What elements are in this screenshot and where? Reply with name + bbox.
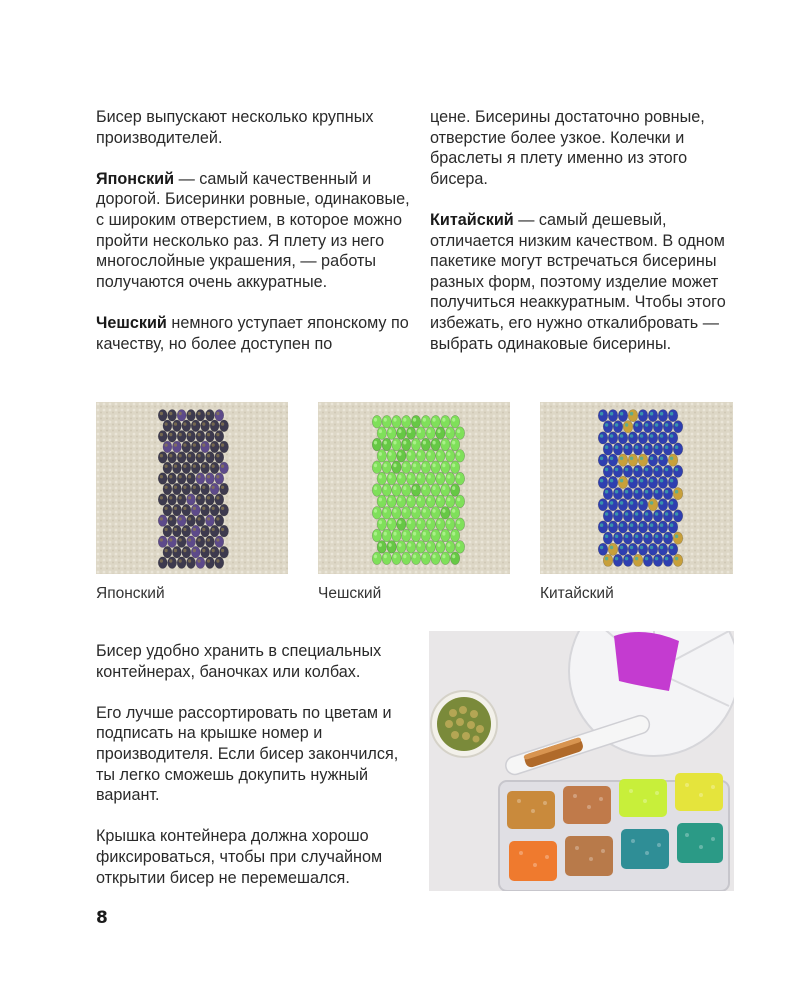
page-number: 8 [96,908,108,928]
japanese-beads-swatch [96,402,288,574]
chinese-beads-swatch [540,402,733,574]
japanese-beads-photo [96,402,288,574]
czech-description: немного уступает японскому по качеству, но более доступен по [96,313,409,353]
caption-czech: Чешский [318,585,382,602]
text-column-right [430,107,745,354]
japanese-term: Японский [96,169,175,188]
storage-paragraph: Бисер удобно хранить в специальных контейнерах, баночках или колбах. [96,642,382,681]
chinese-paragraph [430,210,745,354]
caption-japanese: Японский [96,585,165,602]
chinese-beads-photo [540,402,733,574]
czech-paragraph [96,313,411,354]
bead-containers-illustration [429,631,734,891]
caption-chinese: Китайский [540,585,614,602]
japanese-paragraph [96,169,411,293]
text-column-left [96,107,411,354]
text-column-lower [96,641,416,888]
chinese-description: — самый дешевый, отличается низким качеством. В одном пакетике могут встречаться бисерины разных форм, поэтому изделие может получиться неаккуратным. Чтобы этого избежать, его нужно откалибровать — выбрать одинаковые бисерины. [430,210,726,353]
czech-continuation: цене. Бисерины достаточно ровные, отверстие более узкое. Колечки и браслеты я плету именно из этого бисера. [430,108,705,188]
sorting-boxes [499,773,729,891]
japanese-description: — самый качественный и дорогой. Бисеринки ровные, одинаковые, с широким отверстием, в которое можно пройти несколько раз. Я плету из него многослойные украшения, — работы получаются очень аккуратные. [96,169,410,291]
pink-beads-compartment [614,632,679,691]
czech-beads-swatch [318,402,510,574]
chinese-term: Китайский [430,210,514,229]
bead-storage-photo [429,631,734,891]
czech-term: Чешский [96,313,167,332]
lid-paragraph: Крышка контейнера должна хорошо фиксироваться, чтобы при случайном открытии бисер не перемешался. [96,827,383,887]
sorting-paragraph: Его лучше рассортировать по цветам и подписать на крышке номер и производителя. Если бисер закончился, ты легко сможешь докупить нужный вариант. [96,703,399,805]
czech-beads-photo [318,402,510,574]
intro-paragraph: Бисер выпускают несколько крупных производителей. [96,108,374,147]
